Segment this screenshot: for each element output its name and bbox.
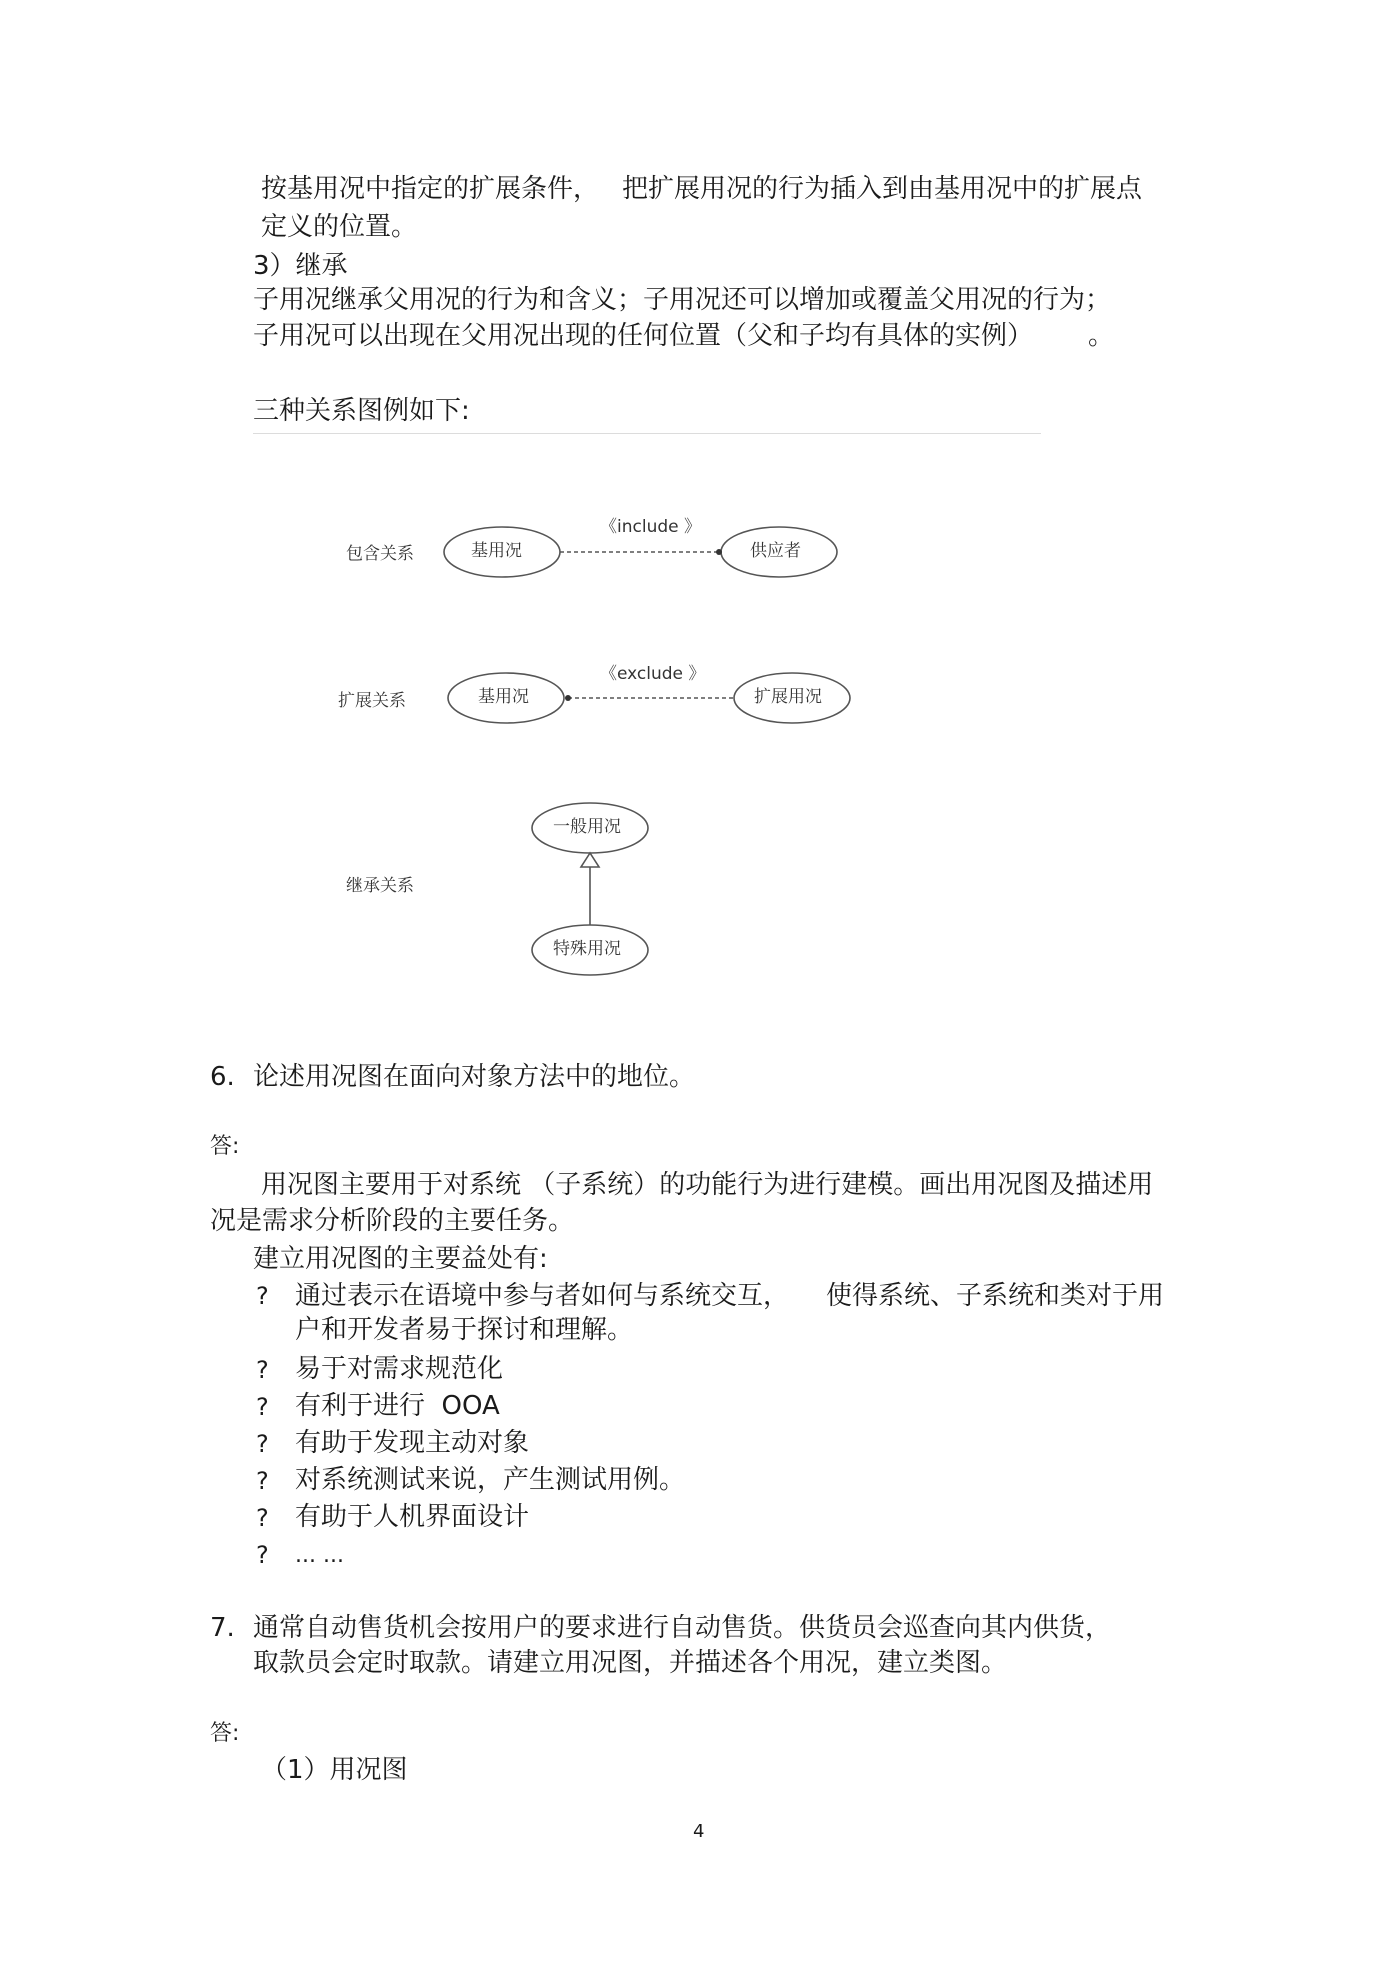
benefit-1-line1a: 通过表示在语境中参与者如何与系统交互， (295, 1281, 790, 1311)
benefit-3: 有利于进行 OOA (295, 1391, 500, 1421)
q6-answer-label: 答: (210, 1134, 240, 1159)
bullet-mark: ? (256, 1393, 269, 1421)
benefit-5: 对系统测试来说，产生测试用例。 (295, 1465, 686, 1495)
inheritance-heading: 3）继承 (253, 251, 348, 281)
intro-line1a: 按基用况中指定的扩展条件， (261, 174, 600, 204)
intro-line1b: 把扩展用况的行为插入到由基用况中的扩展点 (622, 174, 1143, 204)
q6-benefits-intro: 建立用况图的主要益处有: (253, 1244, 548, 1274)
generalization-hollow-arrowhead (581, 853, 599, 867)
extend-row-label: 扩展关系 (338, 691, 406, 711)
extend-arrow-end (565, 695, 571, 701)
q7-number: 7. (210, 1613, 235, 1643)
q6-paragraph-line2: 况是需求分析阶段的主要任务。 (210, 1206, 575, 1236)
q6-paragraph-line1: 用况图主要用于对系统 （子系统）的功能行为进行建模。画出用况图及描述用 (261, 1170, 1154, 1200)
q6-number: 6. (210, 1062, 235, 1092)
q6-question: 论述用况图在面向对象方法中的地位。 (253, 1062, 696, 1092)
benefit-6: 有助于人机界面设计 (295, 1502, 530, 1532)
bullet-mark: ? (256, 1430, 269, 1458)
inheritance-line2-end: 。 (1088, 321, 1115, 351)
bullet-mark: ? (256, 1541, 269, 1569)
bullet-mark: ? (256, 1504, 269, 1532)
include-supplier-label: 供应者 (750, 541, 801, 561)
q7-question-line2: 取款员会定时取款。请建立用况图，并描述各个用况，建立类图。 (253, 1648, 1008, 1678)
include-stereotype: 《include 》 (600, 517, 701, 537)
generalization-row-label: 继承关系 (346, 876, 414, 896)
benefit-4: 有助于发现主动对象 (295, 1428, 530, 1458)
extend-stereotype: 《exclude 》 (600, 664, 706, 684)
page-number: 4 (693, 1821, 705, 1842)
inheritance-line2: 子用况可以出现在父用况出现的任何位置（父和子均有具体的实例） (253, 321, 1034, 351)
extend-extension-label: 扩展用况 (754, 687, 822, 707)
q7-sub1-heading: （1）用况图 (261, 1755, 408, 1785)
q7-question-line1: 通常自动售货机会按用户的要求进行自动售货。供货员会巡查向其内供货， (253, 1613, 1112, 1643)
benefit-7-ellipsis: ... ... (295, 1543, 344, 1568)
benefit-2: 易于对需求规范化 (295, 1354, 504, 1384)
general-usecase-label: 一般用况 (553, 817, 621, 837)
include-base-label: 基用况 (471, 541, 522, 561)
include-arrow-end (716, 549, 722, 555)
benefit-1-line2: 户和开发者易于探讨和理解。 (295, 1315, 634, 1345)
benefit-1-line1b: 使得系统、子系统和类对于用 (826, 1281, 1165, 1311)
bullet-mark: ? (256, 1356, 269, 1384)
extend-base-label: 基用况 (478, 687, 529, 707)
bullet-mark: ? (256, 1467, 269, 1495)
intro-line2: 定义的位置。 (261, 212, 418, 242)
diagram-intro: 三种关系图例如下: (253, 396, 470, 426)
inheritance-line1: 子用况继承父用况的行为和含义；子用况还可以增加或覆盖父用况的行为； (253, 285, 1112, 315)
include-row-label: 包含关系 (346, 544, 414, 564)
q7-answer-label: 答: (210, 1721, 240, 1746)
special-usecase-label: 特殊用况 (553, 939, 621, 959)
bullet-mark: ? (256, 1282, 269, 1310)
